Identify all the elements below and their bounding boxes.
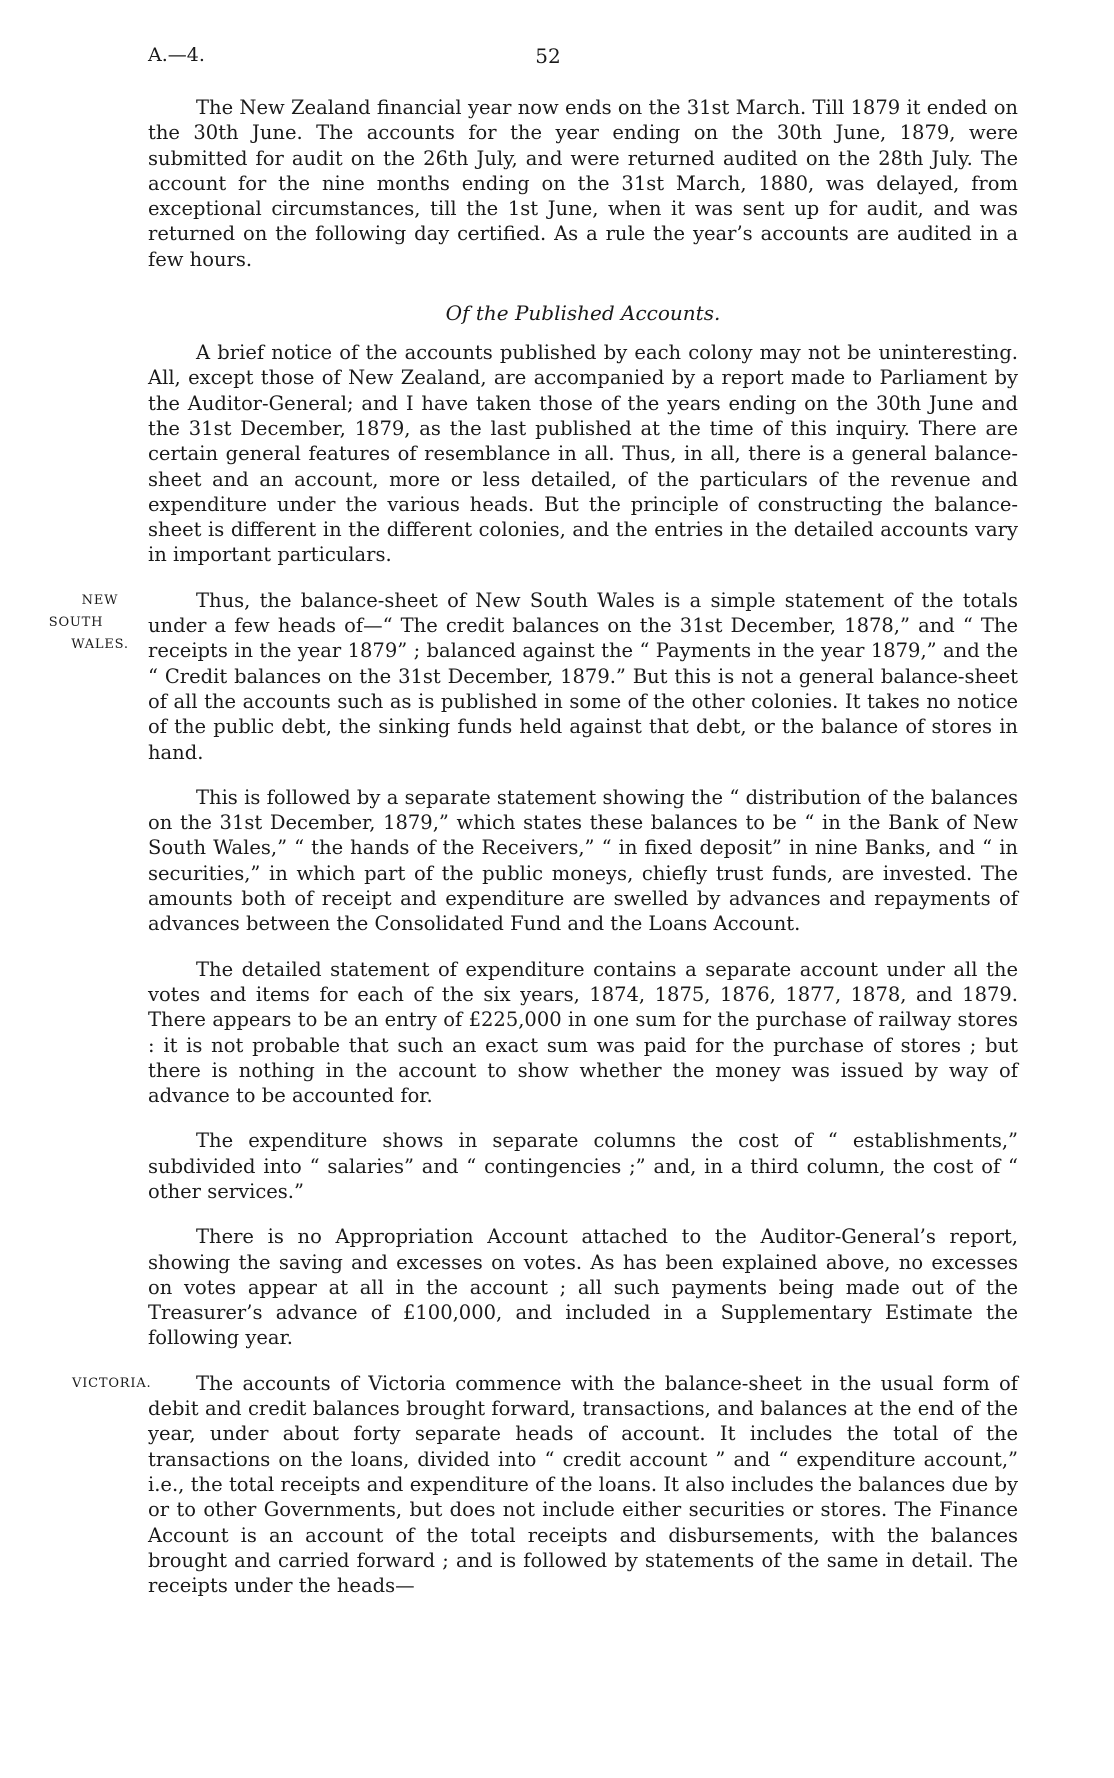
- paragraph-nsw-distribution: This is followed by a separate statement showing the “ distribution of the balances on the 31st December, 1879,” which states these balances to be “ in the Bank of New South Wales,” “ the hands of the Receivers,” “ in fixed deposit” in nine Banks, and “ in securities,” in which part of the public moneys, chiefly trust funds, are invested. The amounts both of receipt and expenditure are swelled by advances and repayments of advances between the Consolidated Fund and the Loans Account.: [148, 785, 1018, 936]
- margin-note-new-south-wales: [20, 590, 132, 656]
- paragraph-nsw-expenditure-columns: The expenditure shows in separate columns the cost of “ establishments,” subdivided into “ salaries” and “ contingencies ;” and, in a third column, the cost of “ other services.”: [148, 1129, 1018, 1203]
- paragraph-victoria-accounts: [72, 1371, 1018, 1599]
- page-number: 52: [535, 44, 561, 68]
- margin-note-line: WALES.: [71, 636, 129, 652]
- running-header: [148, 44, 948, 74]
- paragraph-nsw-expenditure-statement: The detailed statement of expenditure contains a separate account under all the votes and items for each of the six years, 1874, 1875, 1876, 1877, 1878, and 1879. There appears to be an entry of £225,000 in one sum for the purchase of railway stores : it is not probable that such an exact sum was paid for the purchase of stores ; but there is nothing in the account to show whether the money was issued by way of advance to be accounted for.: [148, 957, 1018, 1108]
- section-heading: Of the Published Accounts.: [445, 301, 721, 326]
- page-reference: A.—4.: [148, 44, 205, 66]
- paragraph-text: Thus, the balance-sheet of New South Wales is a simple statement of the totals under a few heads of—“ The credit balances on the 31st December, 1878,” and “ The receipts in the year 1879” ; balanced against the “ Payments in the year 1879,” and the “ Credit balances on the 31st December, 1879.” But this is not a general balance-sheet of all the accounts such as is published in some of the other colonies. It takes no notice of the public debt, the sinking funds held against that debt, or the balance of stores in hand.: [148, 588, 1018, 764]
- body-text: [48, 95, 1018, 1618]
- margin-note-victoria: VICTORIA.: [72, 1375, 152, 1391]
- paragraph-nsw-appropriation: There is no Appropriation Account attached to the Auditor-General’s report, showing the saving and excesses on votes. As has been explained above, no excesses on votes appear at all in the account ; all such payments being made out of the Treasurer’s advance of £100,000, and included in a Supplementary Estimate the following year.: [148, 1225, 1018, 1350]
- paragraph-financial-year: The New Zealand financial year now ends on the 31st March. Till 1879 it ended on the 30th June. The accounts for the year ending on the 30th June, 1879, were submitted for audit on the 26th July, and were returned audited on the 28th July. The account for the nine months ending on the 31st March, 1880, was delayed, from exceptional circumstances, till the 1st June, when it was sent up for audit, and was returned on the following day certified. As a rule the year’s accounts are audited in a few hours.: [148, 96, 1018, 271]
- paragraph-nsw-balance-sheet: [48, 588, 1018, 765]
- paragraph-published-accounts: A brief notice of the accounts published by each colony may not be uninteresting. All, except those of New Zealand, are accompanied by a report made to Parliament by the Auditor-General; and I have taken those of the years ending on the 30th June and the 31st December, 1879, as the last published at the time of this inquiry. There are certain general features of resemblance in all. Thus, in all, there is a general balance-sheet and an account, more or less detailed, of the particulars of the revenue and expenditure under the various heads. But the principle of constructing the balance-sheet is different in the different colonies, and the entries in the detailed accounts vary in important particulars.: [148, 341, 1018, 567]
- paragraph-text: The accounts of Victoria commence with the balance-sheet in the usual form of debit and credit balances brought forward, transactions, and balances at the end of the year, under about forty separate heads of account. It includes the total of the transactions on the loans, divided into “ credit account ” and “ expenditure account,” i.e., the total receipts and expenditure of the loans. It also includes the balances due by or to other Governments, but does not include either securities or stores. The Finance Account is an account of the total receipts and disbursements, with the balances brought and carried forward ; and is followed by statements of the same in detail. The receipts under the heads—: [148, 1371, 1018, 1598]
- margin-note-line: NEW SOUTH: [48, 592, 119, 630]
